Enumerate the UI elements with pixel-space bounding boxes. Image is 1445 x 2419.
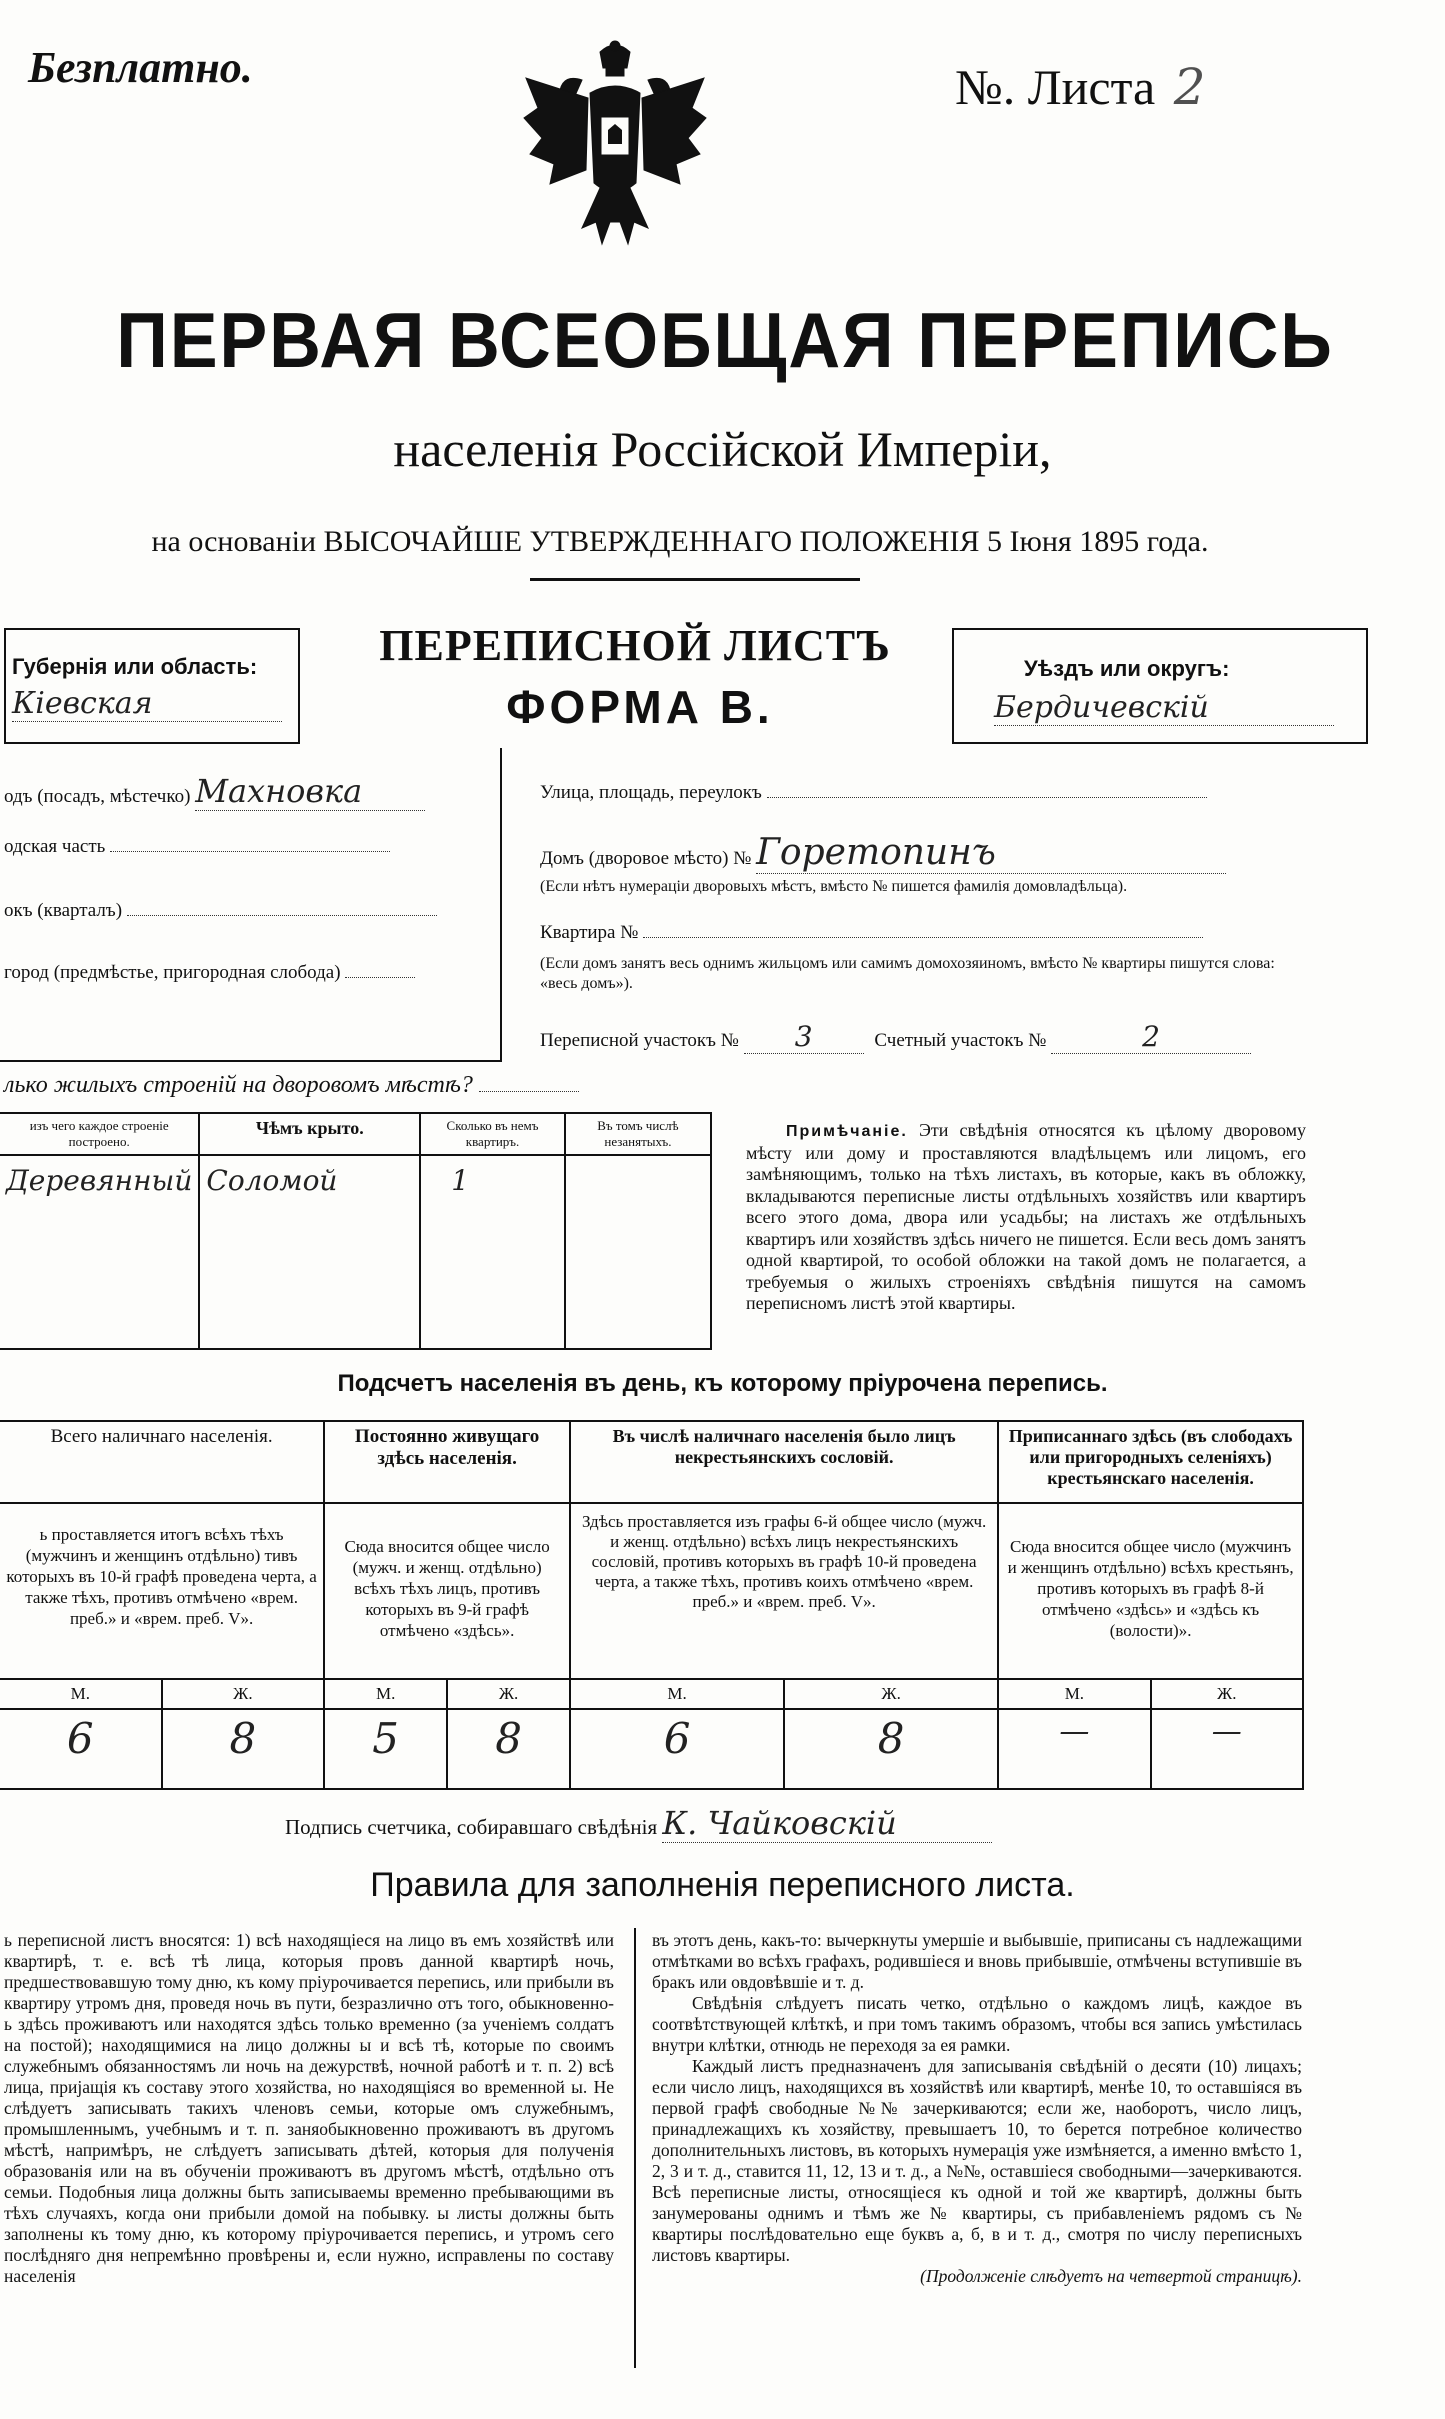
note-text: Эти свѣдѣнія относятся къ цѣлому дворовому мѣсту или дому и проставляются владѣльцемъ или лицомъ, его замѣняющимъ, только на тѣхъ листахъ, въ которые, какъ въ обложку, вкладываются переписные листы отдѣльныхъ хозяйствъ или квартиръ всего этого дома, двора или усадьбы; на листахъ же отдѣльныхъ квартиръ или хозяйствъ здѣсь ничего не пишется. Если весь домъ занятъ одной квартирой, то особой обложки на такой домъ не полагается, а требуемыя о жилыхъ строеніяхъ свѣдѣнія пишутся на самомъ переписномъ листѣ этой квартиры. xyxy=(746,1120,1306,1313)
house-label: Домъ (дворовое мѣсто) № xyxy=(540,848,752,869)
buildings-question: лько жилыхъ строеній на дворовомъ мѣстѣ? xyxy=(4,1072,473,1098)
buildings-table xyxy=(0,1112,712,1350)
house-value[interactable]: Горетопинъ xyxy=(756,832,1226,874)
count-col-desc: Здѣсь проставляется изъ графы 6-й общее число (мужч. и женщ. отдѣльно) всѣхъ лицъ некрестьянскихъ сословій, противъ которыхъ въ графѣ 10-й проведена черта, а также тѣхъ, противъ коихъ отмѣчено «врем. преб.» и «врем. преб. V». xyxy=(570,1503,998,1679)
gorod-label: одъ (посадъ, мѣстечко) xyxy=(4,786,191,807)
count-f-label: Ж. xyxy=(162,1679,325,1709)
count-col-desc: Сюда вносится общее число (мужч. и женщ. отдѣльно) всѣхъ тѣхъ лицъ, противъ которыхъ въ 9-й графѣ отмѣчено «здѣсь». xyxy=(324,1503,570,1679)
uezd-value[interactable]: Бердичевскій xyxy=(994,690,1334,726)
basis-line: на основаніи ВЫСОЧАЙШЕ УТВЕРЖДЕННАГО ПОЛОЖЕНІЯ 5 Іюня 1895 года. xyxy=(151,525,1209,558)
gubernia-box xyxy=(4,628,300,744)
buildings-header: Сколько въ немъ квартиръ. xyxy=(420,1113,565,1155)
count-value[interactable]: 6 xyxy=(0,1709,162,1789)
count-m-label: М. xyxy=(570,1679,784,1709)
count-value[interactable]: 8 xyxy=(784,1709,998,1789)
chast-label: одская часть xyxy=(4,836,106,857)
note-head: Примѣчаніе. xyxy=(786,1123,908,1140)
count-m-label: М. xyxy=(0,1679,162,1709)
note xyxy=(746,1120,1306,1315)
count-value[interactable]: 6 xyxy=(570,1709,784,1789)
form-title: ПЕРЕПИСНОЙ ЛИСТЪ xyxy=(379,621,891,670)
main-title: ПЕРВАЯ ВСЕОБЩАЯ ПЕРЕПИСЬ xyxy=(116,296,1334,384)
rules-right xyxy=(652,1930,1302,2287)
rules-left: ь переписной листъ вносятся: 1) всѣ находящіеся на лицо въ емъ хозяйствѣ или квартирѣ, т. е. всѣ тѣ лица, которыя провъ данной квартирѣ ночь, предшествовавшую тому дню, къ кому пріурочивается перепись, или прибыли въ квартиру утромъ дня, проведя ночь въ пути, безразлично отъ того, обыкновенно-ь здѣсь проживаютъ или находятся здѣсь только временно (за ученіемъ солдатъ на постой); находящимися на лицо должны ы и всѣ тѣ, которые по своимъ служебнымъ обязанностямъ ли ночь на дежурствѣ, ночной работѣ и т. п. 2) всѣ лица, пријащія къ составу этого хозяйства, но находящіяся во временной ы. Не слѣдуетъ записывать такихъ членовъ семьи, которые омъ служебнымъ, промышленнымъ, учебнымъ и т. п. заняобыкновенно проживаютъ въ другомъ мѣстѣ, напримѣръ, не слѣдуетъ записывать дѣтей, которыя для полученія образованія или на въ обученіи проживаютъ въ другомъ мѣстѣ, отдѣльно отъ семьи. Подобныя лица должны быть записываемы временно пребывающими въ тѣхъ случаяхъ, когда они прибыли домой на побывку. ы листы должны быть заполнены къ тому дню, къ которому пріурочивается перепись, и утромъ сего послѣдняго дня непремѣнно провѣрены и, если нужно, исправлены по составу населенія xyxy=(4,1930,614,2286)
count-col-desc: ь проставляется итогъ всѣхъ тѣхъ (мужчинъ и женщинъ отдѣльно) тивъ которыхъ въ 10-й графѣ проведена черта, а также тѣхъ, противъ отмѣчено «врем. преб.» и «врем. преб. V». xyxy=(0,1503,324,1679)
census-district-label: Переписной участокъ № xyxy=(540,1030,739,1051)
count-f-label: Ж. xyxy=(447,1679,570,1709)
buildings-cell[interactable]: Деревянный xyxy=(0,1155,199,1349)
count-col-head: Всего наличнаго населенія. xyxy=(0,1421,324,1503)
signature-label: Подпись счетчика, собиравшаго свѣдѣнія xyxy=(285,1815,658,1839)
count-m-label: М. xyxy=(998,1679,1150,1709)
rules-right-p3: Каждый листъ предназначенъ для записыванія свѣдѣній о десяти (10) лицахъ; если число лицъ, находящихся въ хозяйствѣ или квартирѣ, менѣе 10, то оставшіяся въ первой графѣ свободные №№ зачеркиваются; если же, наоборотъ, число лицъ, принадлежащихъ къ хозяйству, превышаетъ 10, то берется потребное количество дополнительныхъ листовъ, въ которыхъ нумерація уже измѣняется, а именно вмѣсто 1, 2, 3 и т. д., ставится 11, 12, 13 и т. д., а №№, оставшіеся свободными—зачеркиваются. Всѣ переписные листы, относящіеся къ одной и той же квартирѣ, должны быть занумерованы однимъ и тѣмъ же № квартиры, съ прибавленіемъ рядомъ съ № квартиры послѣдовательно еще буквъ а, б, в и т. д., смотря по числу переписныхъ листовъ квартиры. xyxy=(652,2056,1302,2265)
count-col-head: Постоянно живущаго здѣсь населенія. xyxy=(324,1421,570,1503)
buildings-cell[interactable] xyxy=(565,1155,711,1349)
count-district-value[interactable]: 2 xyxy=(1051,1020,1251,1054)
uezd-box xyxy=(952,628,1368,744)
count-value[interactable]: — xyxy=(998,1709,1150,1789)
street-label: Улица, площадь, переулокъ xyxy=(540,782,762,803)
divider xyxy=(530,578,860,581)
count-col-head: Приписаннаго здѣсь (въ слободахъ или пригородныхъ селеніяхъ) крестьянскаго населенія. xyxy=(998,1421,1303,1503)
prigorod-label: город (предмѣстье, пригородная слобода) xyxy=(4,962,341,983)
signature-value[interactable]: К. Чайковскій xyxy=(662,1804,992,1843)
rules-continued: (Продолженіе слѣдуетъ на четвертой страницѣ). xyxy=(920,2266,1302,2286)
street-field[interactable] xyxy=(767,797,1207,798)
address-left xyxy=(0,748,502,1062)
count-value[interactable]: — xyxy=(1151,1709,1303,1789)
buildings-cell[interactable]: 1 xyxy=(420,1155,565,1349)
rules-divider xyxy=(634,1928,636,2368)
count-district-label: Счетный участокъ № xyxy=(874,1030,1047,1051)
count-table xyxy=(0,1420,1304,1790)
apt-field[interactable] xyxy=(643,937,1203,938)
count-f-label: Ж. xyxy=(1151,1679,1303,1709)
blok-label: окъ (кварталъ) xyxy=(4,900,123,921)
buildings-header: Чѣмъ крыто. xyxy=(199,1113,420,1155)
count-value[interactable]: 8 xyxy=(162,1709,325,1789)
sheet-number-value: 2 xyxy=(1173,58,1206,116)
free-label: Безплатно. xyxy=(28,43,253,92)
chast-field[interactable] xyxy=(110,851,390,852)
prigorod-field[interactable] xyxy=(345,977,415,978)
buildings-field[interactable] xyxy=(479,1091,579,1092)
house-note: (Если нѣтъ нумераціи дворовыхъ мѣстъ, вмѣсто № пишется фамилія домовладѣльца). xyxy=(540,878,1128,895)
rules-right-p2: Свѣдѣнія слѣдуетъ писать четко, отдѣльно о каждомъ лицѣ, каждое въ соотвѣтствующей клѣткѣ, и при томъ такимъ образомъ, чтобы вся запись умѣстилась внутри клѣтки, отнюдь не переходя за ея рамки. xyxy=(652,1993,1302,2055)
count-value[interactable]: 5 xyxy=(324,1709,447,1789)
census-district-value[interactable]: 3 xyxy=(744,1020,864,1054)
sheet-number-label: №. Листа xyxy=(955,59,1156,115)
uezd-label: Уѣздъ или округъ: xyxy=(1024,656,1230,681)
rules-title: Правила для заполненія переписного листа. xyxy=(370,1866,1075,1904)
buildings-cell[interactable]: Соломой xyxy=(199,1155,420,1349)
count-m-label: М. xyxy=(324,1679,447,1709)
buildings-header: изъ чего каждое строеніе построено. xyxy=(0,1113,199,1155)
count-col-head: Въ числѣ наличнаго населенія было лицъ некрестьянскихъ сословій. xyxy=(570,1421,998,1503)
subtitle: населенія Россійской Имперіи, xyxy=(393,421,1052,477)
apt-note: (Если домъ занятъ весь однимъ жильцомъ или самимъ домохозяиномъ, вмѣсто № квартиры пишутся слова: «весь домъ»). xyxy=(540,955,1275,992)
gubernia-label: Губернія или область: xyxy=(12,654,258,679)
rules-right-p1: въ этотъ день, какъ-то: вычеркнуты умершіе и выбывшіе, приписаны съ надлежащими отмѣтками во всѣхъ графахъ, родившіеся и вновь прибывшіе, отмѣчены вступившіе въ бракъ или овдовѣвшіе и т. д. xyxy=(652,1930,1302,1992)
gorod-value[interactable]: Махновка xyxy=(195,772,425,811)
apt-label: Квартира № xyxy=(540,922,639,943)
count-title: Подсчетъ населенія въ день, къ которому пріурочена перепись. xyxy=(337,1370,1108,1397)
count-value[interactable]: 8 xyxy=(447,1709,570,1789)
count-col-desc: Сюда вносится общее число (мужчинъ и женщинъ отдѣльно) всѣхъ крестьянъ, противъ которыхъ въ графѣ 8-й отмѣчено «здѣсь» и «здѣсь къ (волости)». xyxy=(998,1503,1303,1679)
blok-field[interactable] xyxy=(127,915,437,916)
sheet-number xyxy=(955,58,1206,116)
buildings-header: Въ томъ числѣ незанятыхъ. xyxy=(565,1113,711,1155)
form-name: ФОРМА В. xyxy=(506,681,774,733)
count-f-label: Ж. xyxy=(784,1679,998,1709)
gubernia-value[interactable]: Кіевская xyxy=(12,686,282,722)
imperial-eagle-emblem xyxy=(520,38,710,268)
